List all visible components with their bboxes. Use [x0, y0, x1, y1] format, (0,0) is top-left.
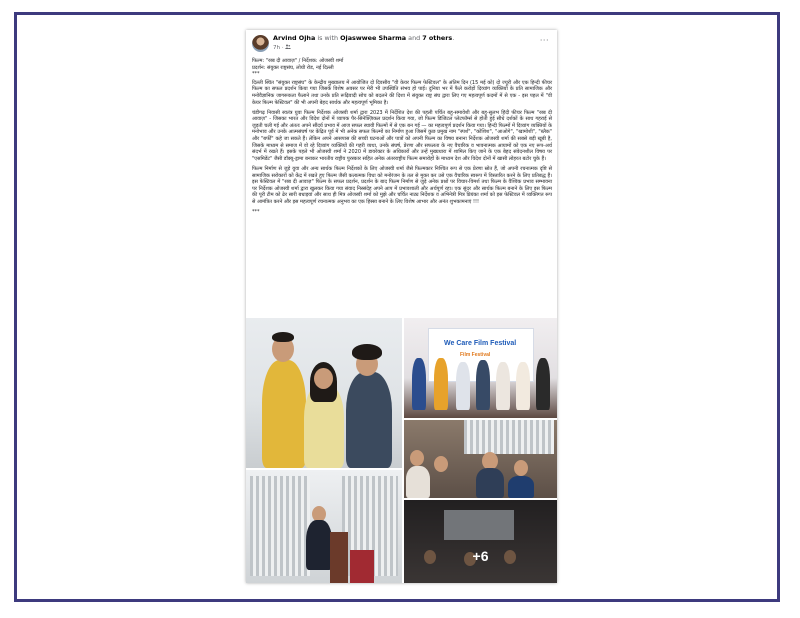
and-text: and — [408, 34, 421, 42]
post-header — [246, 30, 557, 56]
post-time[interactable]: 7h · — [273, 45, 284, 51]
more-options-icon[interactable]: ··· — [539, 36, 549, 45]
facebook-post — [246, 30, 557, 583]
author-avatar[interactable] — [252, 35, 269, 52]
separator: *** — [252, 71, 260, 78]
friends-icon — [285, 45, 291, 51]
author-name[interactable]: Arvind Ojha — [273, 34, 316, 42]
photo-stage-group[interactable] — [404, 318, 557, 418]
post-paragraph: फिल्म निर्माण से जुड़े युवा और अन्य सार्थक फिल्म निर्देशकों के लिए ओजस्वी शर्मा जैसे फिल्मकार निश्चित रूप से एक प्रेरणा स्रोत हैं, जो अपनी रचनात्मक दृष्टि से सामाजिक सरोकारों को केंद्र में रखते हुए फिल्म जैसी कलात्मक विधा को मनोरंजन के तल से मुक्त कर उसे एक वैचारिक स्वरूप में विस्तारित करने के लिए प्रतिबद्ध हैं। इस फेस्टिवल में "रब्ब दी आवाज़" फिल्म के सफल प्रदर्शन, प्रदर्शन के बाद फिल्म निर्माण से जुड़े अनेक प्रश्नों पर विचार-विमर्श तथा फिल्म के वैश्विक प्रभाव सम्भावना पर निर्देशक ओजस्वी शर्मा द्वारा खुलकर किया गया संवाद निस्संदेह अपने आप में प्रभावशाली और अर्थपूर्ण रहा। एक सुंदर और सार्थक फिल्म बनाने के लिए इस फिल्म की पूरी टीम को ढेर सारी बधाइयां और साथ ही मित्र ओजस्वी शर्मा को मुझे और चर्चित नाट्य निर्देशक व अभिनेत्री मित्र प्रियंका शर्मा को इस फेस्टिवल में व्यक्तिगत रूप से आमंत्रित करने और इस महत्वपूर्ण रचनात्मक अनुभव का एक हिस्सा बनाने के लिए विशेष आभार और अनंत शुभकामनाएं !!! — [252, 165, 552, 205]
post-paragraph: दिल्ली स्थित "संयुक्त राष्ट्रसंघ" के केन्द्रीय मुख्यालय में आयोजित दो दिवसीय "वी केयर फिल्म फेस्टिवल" के अंतिम दिन (15 मई को) दो ज्यूरी और एक हिन्दी फीचर फिल्म का सफल प्रदर्शन किया गया जिसके विशेष अवसर पर मेरी भी उपस्थिति संभव हो पाई। दुनिया भर में फैले करोड़ों दिव्यांग व्यक्तियों के प्रति सामाजिक और मनोवैज्ञानिक जागरूकता फैलाने तथा उनके प्रति रूढ़िवादी सोच को बदलने की दिशा में संयुक्त राष्ट्र संघ द्वारा लिए गए महत्वपूर्ण कदमों में से एक - इस पहल में "वी केयर फिल्म फेस्टिवल" की भी अपनी बेहद सार्थक और महत्वपूर्ण भूमिका है। — [252, 79, 552, 106]
photo-more[interactable] — [404, 500, 557, 583]
post-line: फिल्म: "रब्ब दी आवाज़" / निर्देशक: ओजस्वी शर्मा — [252, 58, 344, 64]
banner-text: We Care Film Festival — [444, 340, 517, 347]
post-author-line: Arvind Ojha is with Ojaswwee Sharma and 7 others. — [273, 34, 455, 42]
post-body — [252, 58, 552, 219]
post-line: प्रदर्शन: संयुक्त राष्ट्रसंघ, लोधी रोड, नई दिल्ली — [252, 64, 334, 71]
with-text: is with — [317, 34, 339, 42]
photo-audience[interactable] — [404, 420, 557, 498]
photo-speaker[interactable] — [246, 470, 402, 583]
more-photos-overlay — [404, 500, 557, 583]
more-photos-count[interactable]: +6 — [472, 548, 489, 564]
others-link[interactable]: 7 others — [422, 34, 453, 42]
tagged-user[interactable]: Ojaswwee Sharma — [340, 34, 407, 42]
post-paragraph: चंडीगढ़ निवासी स्वतंत्र युवा फिल्म निर्देशक ओजस्वी शर्मा द्वारा 2023 में निर्देशित देश की पहली पर्चित बहु-समावेशी और बहु-सुलभ हिंदी फीचर फिल्म "रब्ब दी आवाज़" - जिसका भारत और विदेश दोनों में व्यापक पैर-सिनेफ़्ज़िकल प्रदर्शन किया गया, जो फिल्म डिजिटल प्लेटफॉर्म्स से होती हुई सीधे दर्शकों के साथ गहराई से जुड़ती चली गई और अंततः अपने सौंदर्य प्रभाव में आज सफल स्थायी फिल्मों में से एक बन गई — का महत्वपूर्ण प्रदर्शन किया गया। हिन्दी फिल्मों में दिव्यांग व्यक्तियों के मनोभाव और उनके आत्मसंघर्ष पर केंद्रित पूर्व में भी अनेक सफल फिल्मों का निर्माण हुआ जिसमें कुछ प्रमुख नाम "स्पर्श", "कोशिश", "आओगे", "खामोशी", "ब्लैक" और "बर्फी" कहे जा सकते हैं। लेकिन अपने आसपास की सच्ची घटनाओं और पात्रों को अपनी फिल्म का विषय बनाना निर्देशक ओजस्वी शर्मा की सबसे बड़ी खूबी है, जिसके माध्यम से समाज में वो रहे दिव्यांग व्यक्तियों की गहरी व्यथा, उनके संघर्ष, प्रेरणा और सफलता के नए वैचारिक व भावनात्मक आयामों को एक नए रूप-अर्थ संदर्भ में रखते हैं। इसके पहले भी ओजस्वी शर्मा ने 2020 में डायरेक्टर के अधिकारों और उन्हें मुख्यधारा में शामिल किए जाने के एक बेहद संवेदनशील विषय पर "एसमिडेंट" जैसी डॉक्यू-ड्रामा बनाकर भारतीय राष्ट्रीय पुरस्कार सहित अनेक अंतरराष्ट्रीय फिल्म समारोहों के माध्यम देश और विदेश दोनों में खासी लोहरत बटोर चुके हैं। — [252, 109, 552, 162]
photo-grid — [246, 318, 557, 583]
photo-group-portrait[interactable] — [246, 318, 402, 468]
banner-subtext: Film Festival — [460, 352, 491, 358]
separator: *** — [252, 208, 260, 215]
post-meta — [273, 44, 291, 51]
